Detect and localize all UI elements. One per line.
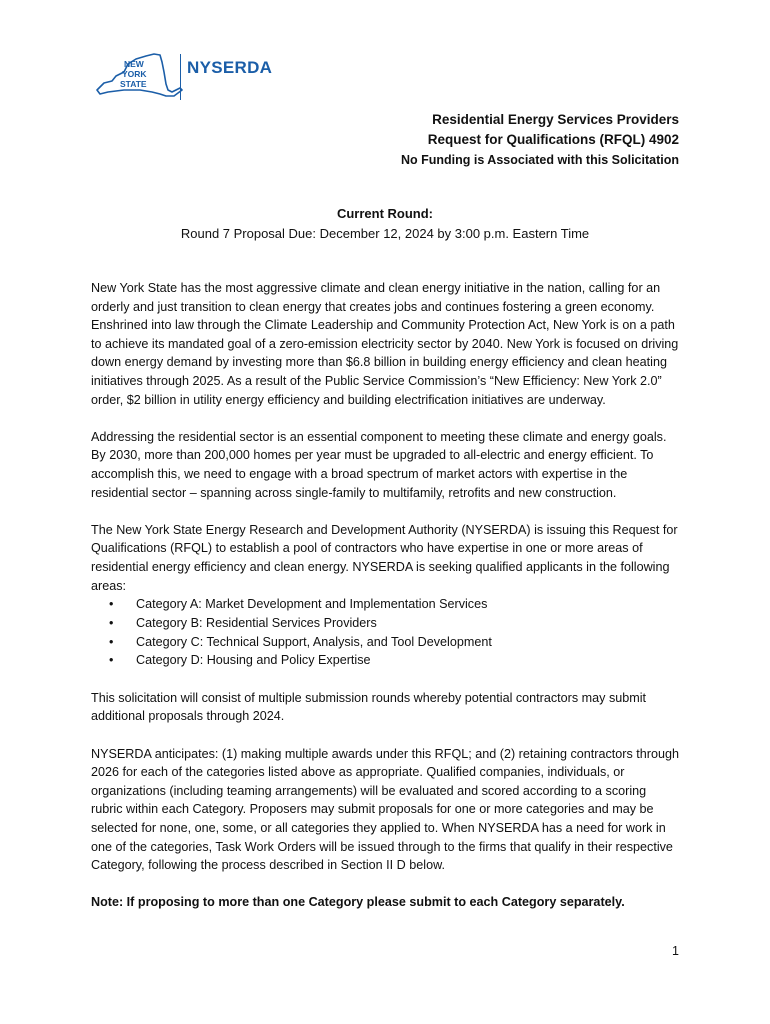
list-item: • Category D: Housing and Policy Expertise xyxy=(136,651,681,670)
nyserda-wordmark: NYSERDA xyxy=(187,58,273,77)
document-header xyxy=(401,110,679,170)
logo-new: NEW xyxy=(124,59,144,69)
paragraph-intro: New York State has the most aggressive climate and clean energy initiative in the nation, calling for an orderly and just transition to clean energy that creates jobs and continues fostering a green economy. Enshrined into law through the Climate Leadership and Community Protection Act, New York is on a path to achieve its mandated goal of a zero-emission electricity sector by 2040. New York is focused on driving down energy demand by investing more than $6.8 billion in building energy efficiency and clean heating initiatives through 2025. As a result of the Public Service Commission’s “New Efficiency: New York 2.0” order, $2 billion in utility energy efficiency and building electrification initiatives are underway. xyxy=(91,281,679,407)
category-list xyxy=(91,595,681,670)
page-number: 1 xyxy=(672,944,679,958)
funding-note: No Funding is Associated with this Solicitation xyxy=(400,153,679,167)
paragraph-note: Note: If proposing to more than one Category please submit to each Category separately. xyxy=(91,895,625,910)
paragraph-residential-sector: Addressing the residential sector is an essential component to meeting these climate and energy goals. By 2030, more than 200,000 homes per year must be upgraded to all-electric and energy efficient. To accomplish this, we need to engage with a broad spectrum of market actors with expertise in the residential sector – spanning across single-family to multifamily, retrofits and new construction. xyxy=(91,429,667,500)
proposal-due-line: Round 7 Proposal Due: December 12, 2024 by 3:00 p.m. Eastern Time xyxy=(180,226,590,241)
current-round-heading: Current Round: xyxy=(336,206,434,221)
paragraph-rounds: This solicitation will consist of multiple submission rounds whereby potential contractors may submit additional proposals through 2024. xyxy=(91,690,647,724)
document-title: Residential Energy Services Providers xyxy=(432,112,679,127)
document-subtitle: Request for Qualifications (RFQL) 4902 xyxy=(427,132,679,147)
list-item: • Category C: Technical Support, Analysis, and Tool Development xyxy=(136,633,681,652)
logo-state: STATE xyxy=(120,79,147,89)
list-item: • Category B: Residential Services Providers xyxy=(136,614,681,633)
logo-york: YORK xyxy=(122,69,147,79)
paragraph-rfql-purpose: The New York State Energy Research and Development Authority (NYSERDA) is issuing this Request for Qualifications (RFQL) to establish a pool of contractors who have expertise in one or more areas of residential energy efficiency and clean energy. NYSERDA is seeking qualified applicants in the following areas: xyxy=(91,522,678,593)
paragraph-anticipates: NYSERDA anticipates: (1) making multiple awards under this RFQL; and (2) retaining contractors through 2026 for each of the categories listed above as appropriate. Qualified companies, individuals, or organizations (including teaming arrangements) will be evaluated and scored according to a scoring rubric within each Category. Proposers may submit proposals for one or more categories and may be selected for none, one, some, or all categories they applied to. When NYSERDA has a need for work in one of the categories, Task Work Orders will be issued through to the firms that qualify in their respective Category, following the process described in Section II D below. xyxy=(91,746,679,873)
list-item: • Category A: Market Development and Implementation Services xyxy=(136,595,681,614)
new-york-state-map-icon xyxy=(94,50,184,102)
logo-divider xyxy=(180,54,181,100)
document-body xyxy=(91,279,681,931)
